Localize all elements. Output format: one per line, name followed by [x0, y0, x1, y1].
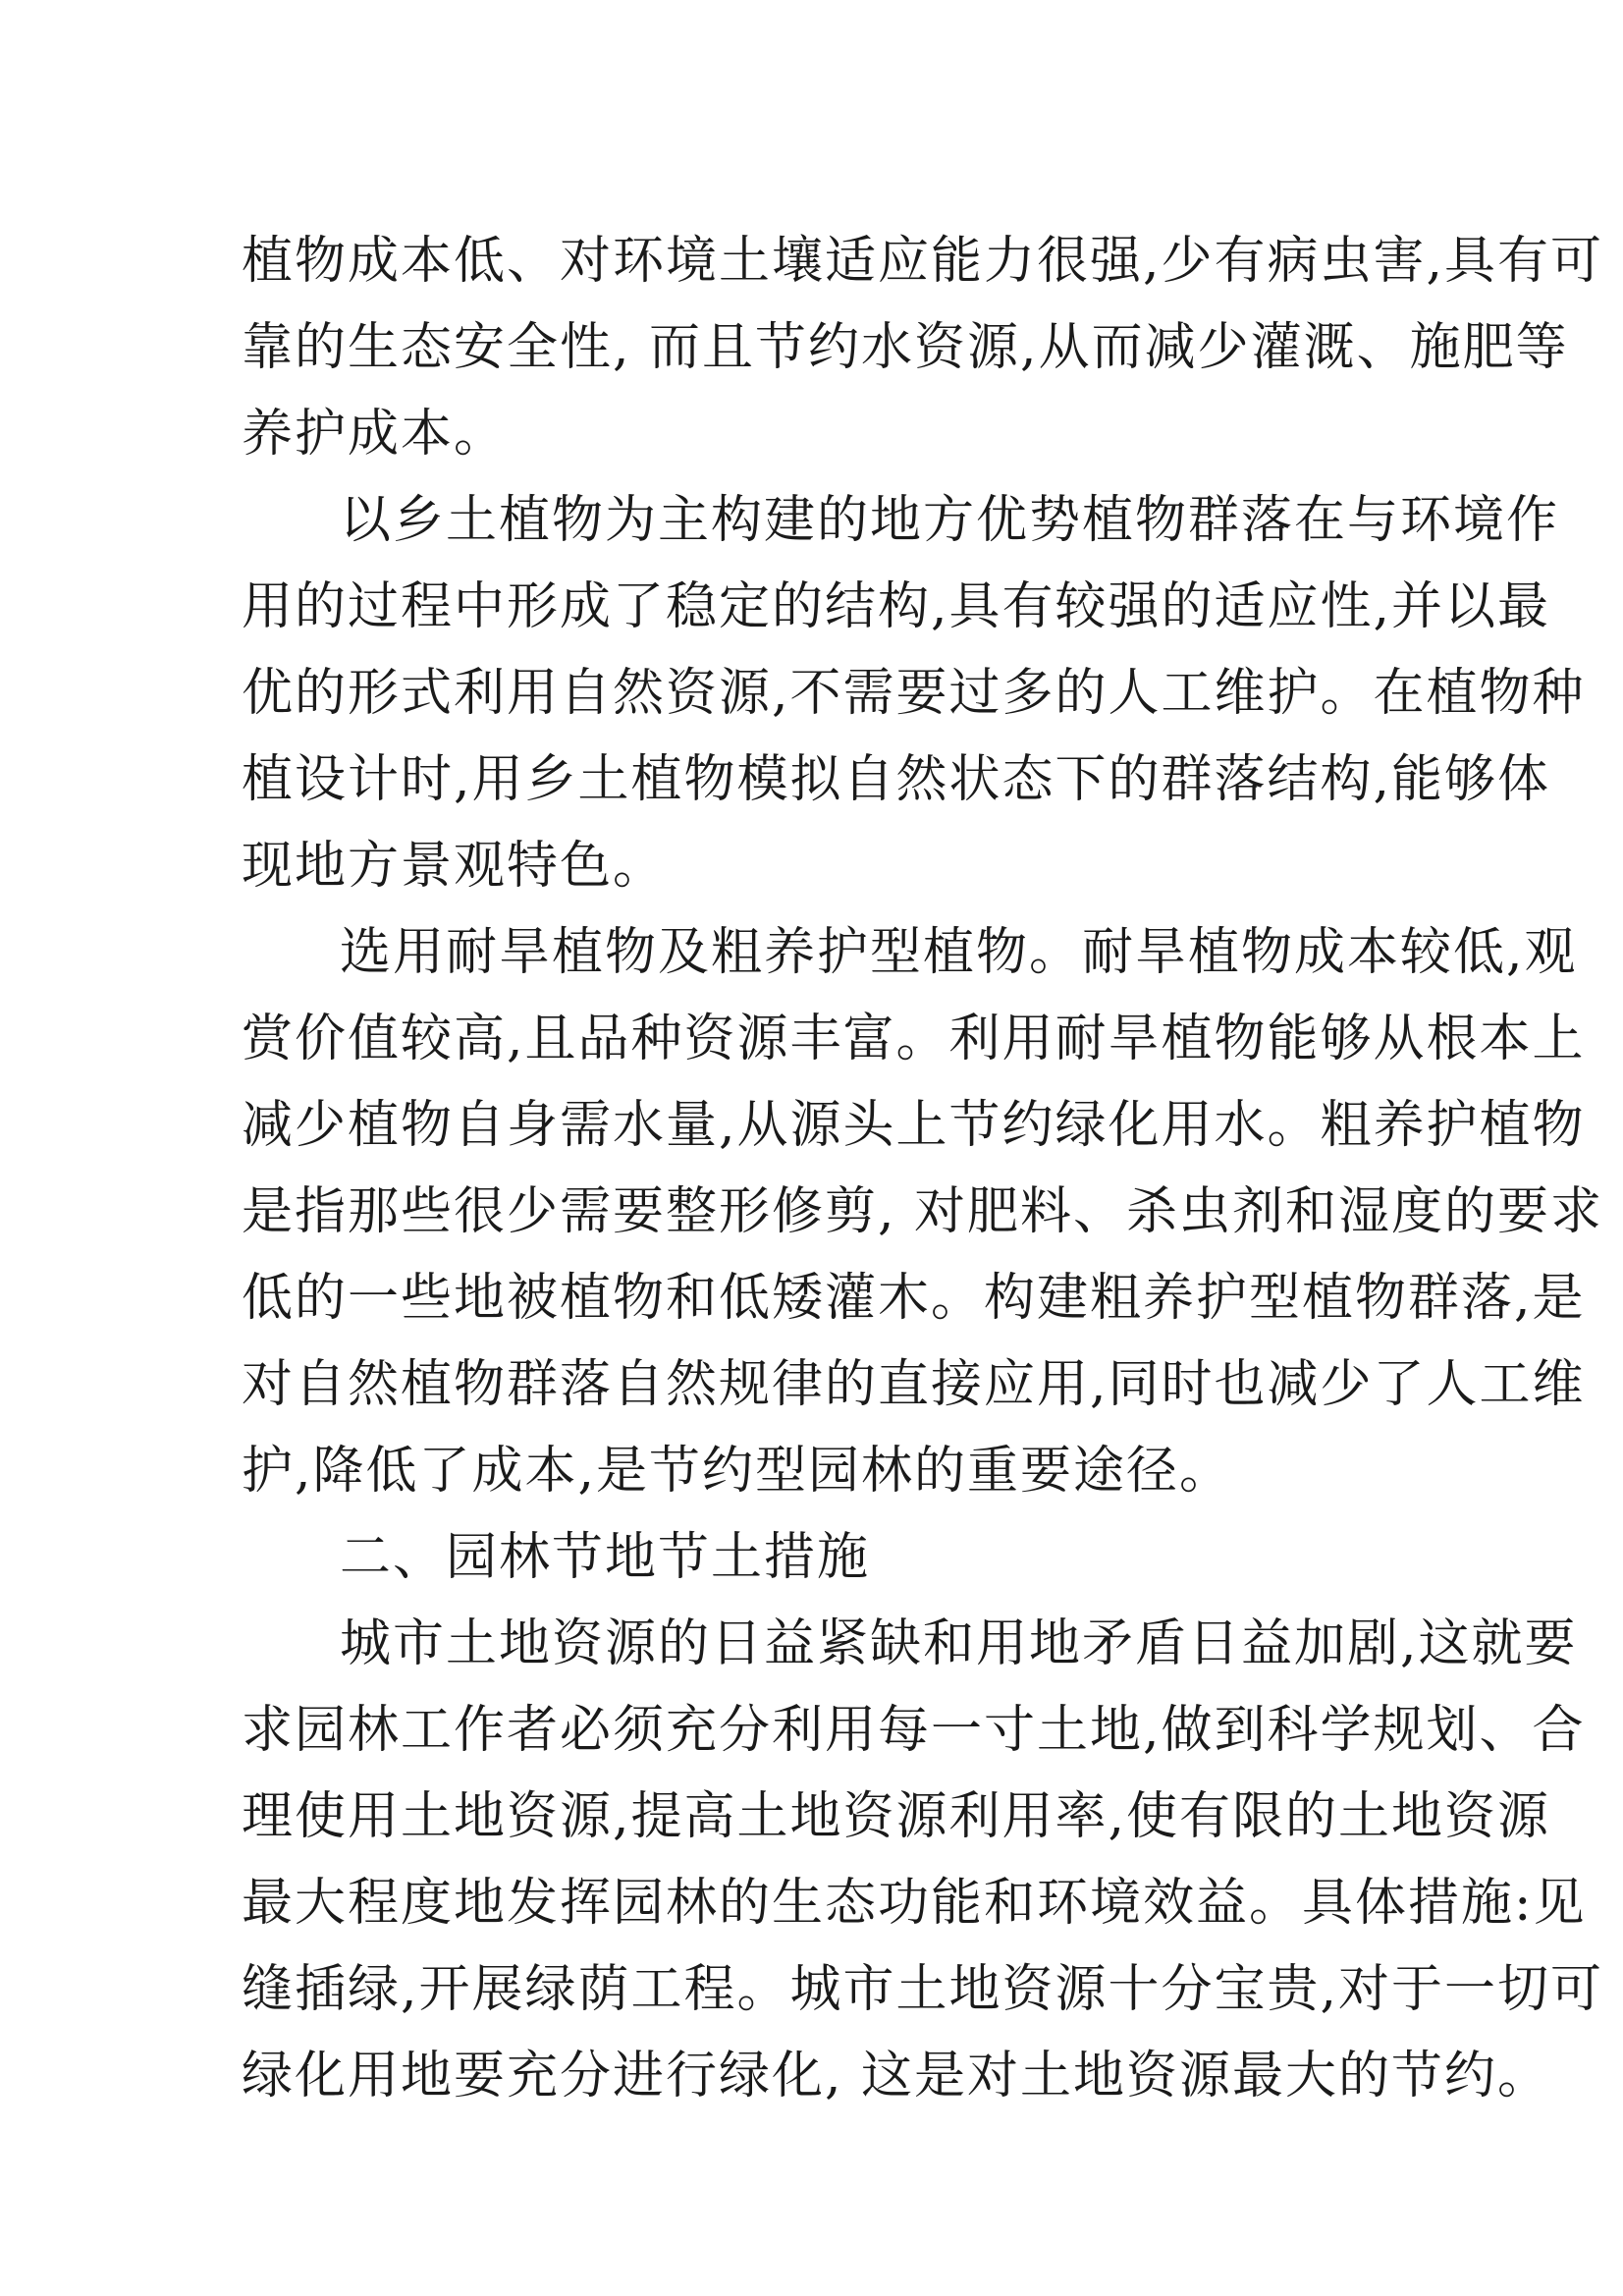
- text-line: 缝插绿,开展绿荫工程。城市土地资源十分宝贵,对于一切可: [242, 1960, 1604, 2019]
- text-line: 靠的生态安全性, 而且节约水资源,从而减少灌溉、施肥等: [242, 318, 1569, 377]
- text-line: 用的过程中形成了稳定的结构,具有较强的适应性,并以最: [242, 577, 1551, 636]
- text-line: 植设计时,用乡土植物模拟自然状态下的群落结构,能够体: [242, 750, 1551, 809]
- text-line: 最大程度地发挥园林的生态功能和环境效益。具体措施:见: [242, 1874, 1587, 1933]
- text-line: 绿化用地要充分进行绿化, 这是对土地资源最大的节约。: [242, 2047, 1551, 2105]
- text-line: 赏价值较高,且品种资源丰富。利用耐旱植物能够从根本上: [242, 1010, 1586, 1068]
- paragraph-first-line: 以乡土植物为主构建的地方优势植物群落在与环境作: [340, 491, 1560, 550]
- text-line: 对自然植物群落自然规律的直接应用,同时也减少了人工维: [242, 1355, 1586, 1414]
- text-line: 低的一些地被植物和低矮灌木。构建粗养护型植物群落,是: [242, 1269, 1586, 1328]
- body-text: [242, 218, 1604, 2119]
- text-line: 是指那些很少需要整形修剪, 对肥料、杀虫剂和湿度的要求: [242, 1182, 1604, 1241]
- paragraph-first-line: 选用耐旱植物及粗养护型植物。耐旱植物成本较低,观: [340, 923, 1578, 982]
- text-line: 护,降低了成本,是节约型园林的重要途径。: [242, 1442, 1233, 1501]
- text-line: 植物成本低、对环境土壤适应能力很强,少有病虫害,具有可: [242, 232, 1604, 291]
- text-line: 求园林工作者必须充分利用每一寸土地,做到科学规划、合: [242, 1701, 1586, 1760]
- section-heading: 二、园林节地节土措施: [340, 1528, 871, 1587]
- text-line: 理使用土地资源,提高土地资源利用率,使有限的土地资源: [242, 1787, 1551, 1846]
- paragraph-first-line: 城市土地资源的日益紧缺和用地矛盾日益加剧,这就要: [340, 1614, 1578, 1673]
- text-line: 减少植物自身需水量,从源头上节约绿化用水。粗养护植物: [242, 1096, 1586, 1155]
- text-line: 现地方景观特色。: [242, 837, 667, 896]
- text-line: 优的形式利用自然资源,不需要过多的人工维护。在植物种: [242, 664, 1586, 723]
- text-line: 养护成本。: [242, 405, 508, 464]
